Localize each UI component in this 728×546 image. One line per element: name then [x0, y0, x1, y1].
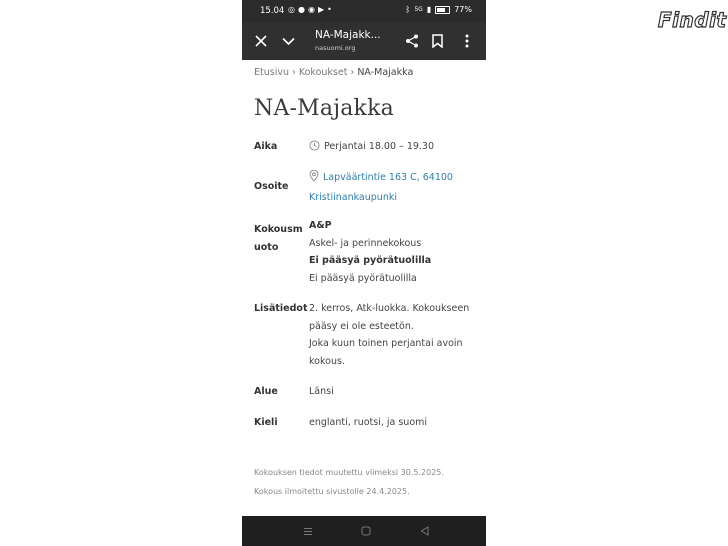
format-label: [254, 221, 303, 256]
address-link-line1[interactable]: Lapväärtintie 163 C, 64100: [323, 172, 453, 183]
battery-icon: [435, 6, 450, 14]
info-line: 2. kerros, Atk-luokka. Kokoukseen: [309, 303, 470, 314]
more-options-icon[interactable]: [457, 31, 477, 51]
area-value: Länsi: [309, 386, 334, 397]
system-icons: [406, 5, 472, 14]
page-title: NA-Majakka: [254, 96, 394, 121]
format-values: [309, 217, 431, 287]
breadcrumb: [254, 67, 413, 78]
home-icon[interactable]: [359, 525, 373, 537]
signal-icon: ▮: [426, 5, 432, 14]
network-label: 5G: [414, 6, 423, 13]
breadcrumb-current: NA-Majakka: [357, 67, 414, 78]
youtube-icon: ▶: [317, 5, 325, 14]
recent-apps-icon[interactable]: [301, 525, 315, 537]
modified-note: Kokouksen tiedot muutettu viimeksi 30.5.2025.: [254, 468, 444, 477]
language-value: englanti, ruotsi, ja suomi: [309, 417, 428, 428]
info-line: Joka kuun toinen perjantai avoin: [309, 338, 463, 349]
close-icon[interactable]: [251, 31, 271, 51]
language-label: Kieli: [254, 417, 278, 428]
page-domain: nasuomi.org: [315, 44, 356, 52]
announced-note: Kokous ilmoitettu sivustolle 24.4.2025.: [254, 487, 410, 496]
time-value-row: [309, 138, 434, 158]
bluetooth-icon: ᛒ: [405, 5, 411, 14]
more-dot-icon: •: [327, 5, 332, 14]
browser-toolbar: [242, 22, 486, 60]
share-icon[interactable]: [402, 31, 422, 51]
format-label-line1: Kokousm: [254, 224, 303, 235]
address-value: [309, 169, 453, 206]
messenger-icon: ◉: [307, 5, 315, 14]
format-value: Askel- ja perinnekokous: [309, 237, 422, 249]
status-bar: [242, 0, 486, 22]
address-link-line2[interactable]: Kristiinankaupunki: [309, 191, 397, 203]
address-label: Osoite: [254, 181, 289, 192]
area-label: Alue: [254, 386, 278, 397]
status-time: 15.04: [260, 6, 285, 16]
time-value: Perjantai 18.00 – 19.30: [324, 141, 435, 152]
info-values: [309, 300, 469, 370]
info-line: kokous.: [309, 355, 345, 367]
format-value: A&P: [309, 220, 332, 231]
breadcrumb-home[interactable]: Etusivu: [254, 67, 289, 78]
android-nav-bar: [242, 516, 486, 546]
chevron-down-icon[interactable]: [278, 31, 298, 51]
info-label: Lisätiedot: [254, 303, 308, 314]
battery-percent: 77%: [454, 5, 472, 14]
back-icon[interactable]: [417, 525, 431, 537]
whatsapp-icon: ◎: [288, 5, 295, 14]
info-line: pääsy ei ole esteetön.: [309, 320, 414, 332]
location-pin-icon: [309, 170, 319, 189]
time-label: Aika: [254, 141, 278, 152]
findit-watermark-logo: Findit: [658, 8, 727, 32]
format-value: Ei pääsyä pyörätuolilla: [309, 255, 432, 266]
chat-icon: ●: [297, 5, 305, 14]
format-value: Ei pääsyä pyörätuolilla: [309, 272, 417, 284]
phone-screen: [242, 0, 486, 546]
notification-icons: [288, 5, 332, 14]
breadcrumb-separator: ›: [292, 67, 296, 78]
breadcrumb-meetings[interactable]: Kokoukset: [298, 67, 348, 78]
page-tab-title: NA-Majakk...: [315, 29, 381, 41]
clock-icon: [309, 140, 320, 158]
bookmark-icon[interactable]: [427, 31, 447, 51]
breadcrumb-separator: ›: [350, 67, 355, 78]
format-label-line2: uoto: [254, 241, 279, 253]
